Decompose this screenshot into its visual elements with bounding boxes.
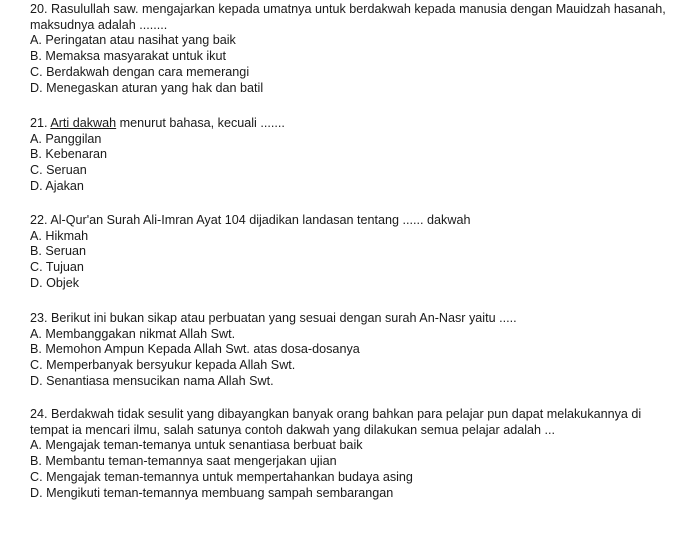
option-a[interactable]: A. Membanggakan nikmat Allah Swt. [30, 326, 236, 341]
question-body: Berikut ini bukan sikap atau perbuatan yang sesuai dengan surah An-Nasr yaitu ..... [51, 311, 517, 325]
option-list [30, 438, 672, 501]
question-22 [30, 213, 672, 292]
option-list [30, 327, 672, 390]
option-a[interactable]: A. Peringatan atau nasihat yang baik [30, 33, 236, 48]
option-c[interactable]: C. Tujuan [30, 260, 84, 275]
underlined-term: Arti dakwah [50, 116, 117, 130]
question-text [30, 311, 672, 327]
option-c[interactable]: C. Berdakwah dengan cara memerangi [30, 64, 250, 79]
option-c[interactable]: C. Mengajak teman-temannya untuk mempertahankan budaya asing [30, 469, 413, 484]
question-text [30, 2, 672, 33]
option-b[interactable]: B. Kebenaran [30, 147, 108, 162]
question-number: 24. [30, 407, 48, 421]
question-23 [30, 311, 672, 390]
option-a[interactable]: A. Panggilan [30, 131, 102, 146]
question-text [30, 116, 672, 132]
option-list [30, 229, 672, 292]
question-20 [30, 2, 672, 96]
question-24 [30, 407, 672, 501]
question-body: Berdakwah tidak sesulit yang dibayangkan banyak orang bahkan para pelajar pun dapat melakukannya di tempat ia mencari ilmu, salah satunya contoh dakwah yang dilakukan semua pelajar adalah ... [30, 407, 642, 437]
option-d[interactable]: D. Mengikuti teman-temannya membuang sampah sembarangan [30, 485, 394, 500]
option-a[interactable]: A. Mengajak teman-temanya untuk senantiasa berbuat baik [30, 438, 363, 453]
question-body: Rasulullah saw. mengajarkan kepada umatnya untuk berdakwah kepada manusia dengan Mauidzah hasanah, maksudnya adalah ........ [30, 2, 666, 32]
option-c[interactable]: C. Memperbanyak bersyukur kepada Allah Swt. [30, 358, 296, 373]
question-text [30, 213, 672, 229]
option-b[interactable]: B. Memohon Ampun Kepada Allah Swt. atas dosa-dosanya [30, 342, 360, 357]
option-list [30, 132, 672, 195]
question-21 [30, 116, 672, 195]
option-b[interactable]: B. Membantu teman-temannya saat mengerjakan ujian [30, 453, 337, 468]
question-number: 20. [30, 2, 48, 16]
question-text [30, 407, 672, 438]
option-list [30, 33, 672, 96]
question-number: 22. [30, 213, 48, 227]
option-a[interactable]: A. Hikmah [30, 228, 89, 243]
question-number: 23. [30, 311, 48, 325]
option-c[interactable]: C. Seruan [30, 163, 87, 178]
question-body: Al-Qur'an Surah Ali-Imran Ayat 104 dijadikan landasan tentang ...... dakwah [50, 213, 471, 227]
option-b[interactable]: B. Seruan [30, 244, 87, 259]
option-d[interactable]: D. Menegaskan aturan yang hak dan batil [30, 80, 264, 95]
question-number: 21. [30, 116, 48, 130]
option-d[interactable]: D. Objek [30, 275, 79, 290]
option-d[interactable]: D. Senantiasa mensucikan nama Allah Swt. [30, 373, 274, 388]
question-body: menurut bahasa, kecuali ....... [119, 116, 285, 130]
option-b[interactable]: B. Memaksa masyarakat untuk ikut [30, 48, 226, 63]
option-d[interactable]: D. Ajakan [30, 178, 84, 193]
